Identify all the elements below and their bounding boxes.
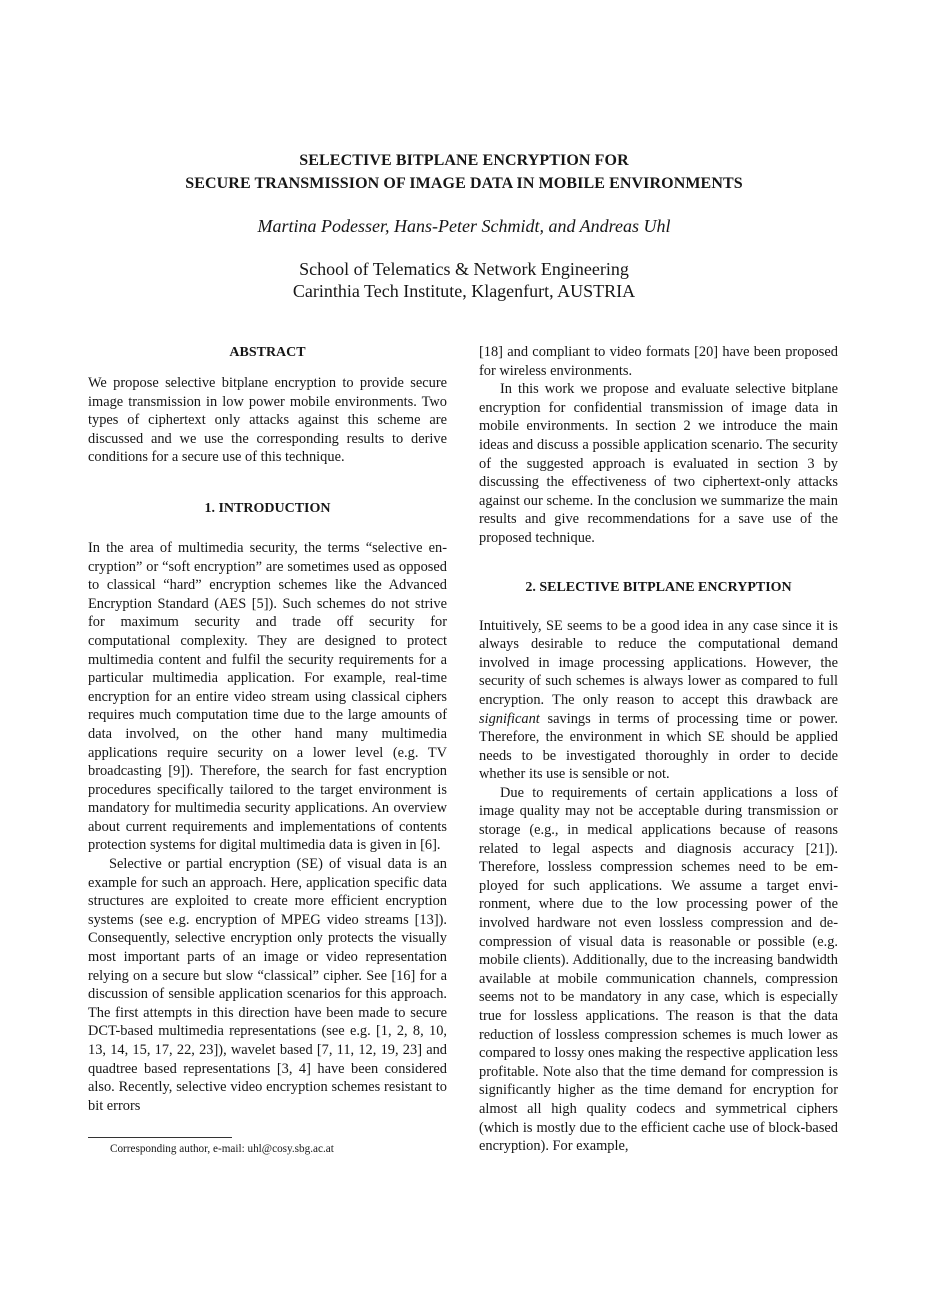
section-2-p1-text-b: savings in terms of processing time or power. Therefore, the environment in which SE should be applied needs to be investigated thoroughly in order to decide whether its use is sensible or not. xyxy=(479,710,838,783)
title-line-2: SECURE TRANSMISSION OF IMAGE DATA IN MOBILE ENVIRONMENTS xyxy=(185,175,743,192)
abstract-text: We propose selective bitplane encryption to provide secure image transmission in low power mobile environments. Two types of ciphertext only attacks against this scheme are discussed and we use the corresponding results to derive conditions for a secure use of this technique. xyxy=(88,375,447,466)
section-2-p1-text-a: Intuitively, SE seems to be a good idea in any case since it is always desirable to reduce the computational demand involved in image processing applications. However, the security of such schemes is always lower as compared to full encryption. The only reason to accept this drawback are xyxy=(479,617,838,708)
section-2-paragraph-2: Due to requirements of certain applications a loss of image quality may not be acceptable during transmission or storage (e.g., in medical applications because of reasons related to legal aspects and diagnosis accuracy [21]). Therefore, lossless compression schemes need to be employed for such applications. We assume a target environment, where due to the low processing power of the involved hardware not even lossless compression and decompression of visual data is reasonable or possible (e.g. mobile clients). Additionally, due to the increasing bandwidth available at mobile communication channels, compression seems not to be mandatory in any case, which is especially true for lossless applications. The reason is that the data reduction of lossless compression schemes is much lower as compared to lossy ones making the respective application less profitable. Note also that the time demand for compression is significantly higher as the time demand for encryption for almost all high quality codecs and symmetrical ciphers (which is mostly due to the efficient cache use of block-based encryption). For example, xyxy=(479,784,838,1155)
introduction-heading: 1. INTRODUCTION xyxy=(204,500,331,516)
paper-title xyxy=(0,149,928,195)
intro-paragraph-4: In this work we propose and evaluate selective bitplane encryption for confidential transmission of image data in mobile environments. In section 2 we introduce the main ideas and discuss a possible application scenario. The security of the suggested approach is evaluated in section 3 by discussing the effectiveness of two ciphertext-only attacks against our scheme. In the conclusion we summarize the main results and give recommendations for a save use of the proposed technique. xyxy=(479,381,838,546)
footnote-rule xyxy=(88,1137,232,1138)
author-list: Martina Podesser, Hans-Peter Schmidt, and Andreas Uhl xyxy=(257,216,671,236)
affiliation xyxy=(0,258,928,302)
intro-paragraph-2: Selective or partial encryption (SE) of visual data is an example for such an approach. Here, application specific data structures are exploited to create more efficient encryption systems (see e.g. encryption of MPEG video streams [13]). Consequently, selective encryption only protects the visually most important parts of an image or video representation relying on a secure but slow “classical” cipher. See [16] for a discussion of sensible application scenarios for this approach. The first attempts in this direction have been made to secure DCT-based multimedia representations (see e.g. [1, 2, 8, 10, 13, 14, 15, 17, 22, 23]), wavelet based [7, 11, 12, 19, 23] and quadtree based representations [3, 4] have been considered also. Recently, selective video encryption schemes resistant to bit errors xyxy=(88,856,447,1114)
title-line-1: SELECTIVE BITPLANE ENCRYPTION FOR xyxy=(299,152,629,169)
section-2-paragraph-1 xyxy=(479,617,838,784)
footnote: Corresponding author, e-mail: uhl@cosy.sbg.ac.at xyxy=(110,1143,334,1155)
section-2-heading: 2. SELECTIVE BITPLANE ENCRYPTION xyxy=(525,579,792,595)
intro-paragraph-1: In the area of multimedia security, the terms “selective encryption” or “soft encryption” are sometimes used as opposed to classical “hard” encryption schemes like the Advanced Encryption Standard (AES [5]). Such schemes do not strive for maximum security and trade off security for computational complexity. They are designed to protect multimedia content and fulfil the security requirements for a particular multimedia application. For example, real-time encryption for an entire video stream using classical ciphers requires much computation time due to the large amounts of data involved, on the other hand many multimedia applications require security on a lower level (e.g. TV broadcasting [9]). Therefore, the search for fast encryption procedures specifically tailored to the target environment is mandatory for multimedia security applications. An overview about current requirements and implementations of contents protection systems for digital multimedia data is given in [6]. xyxy=(88,539,447,854)
abstract-heading: ABSTRACT xyxy=(229,345,306,360)
affiliation-line-1: School of Telematics & Network Engineering xyxy=(299,259,629,279)
intro-paragraph-3: [18] and compliant to video formats [20] have been proposed for wireless environments. xyxy=(479,344,838,379)
section-2-p1-emphasis: significant xyxy=(479,710,540,727)
affiliation-line-2: Carinthia Tech Institute, Klagenfurt, AUSTRIA xyxy=(292,281,636,301)
left-column xyxy=(88,343,447,1115)
right-column xyxy=(479,343,838,1156)
